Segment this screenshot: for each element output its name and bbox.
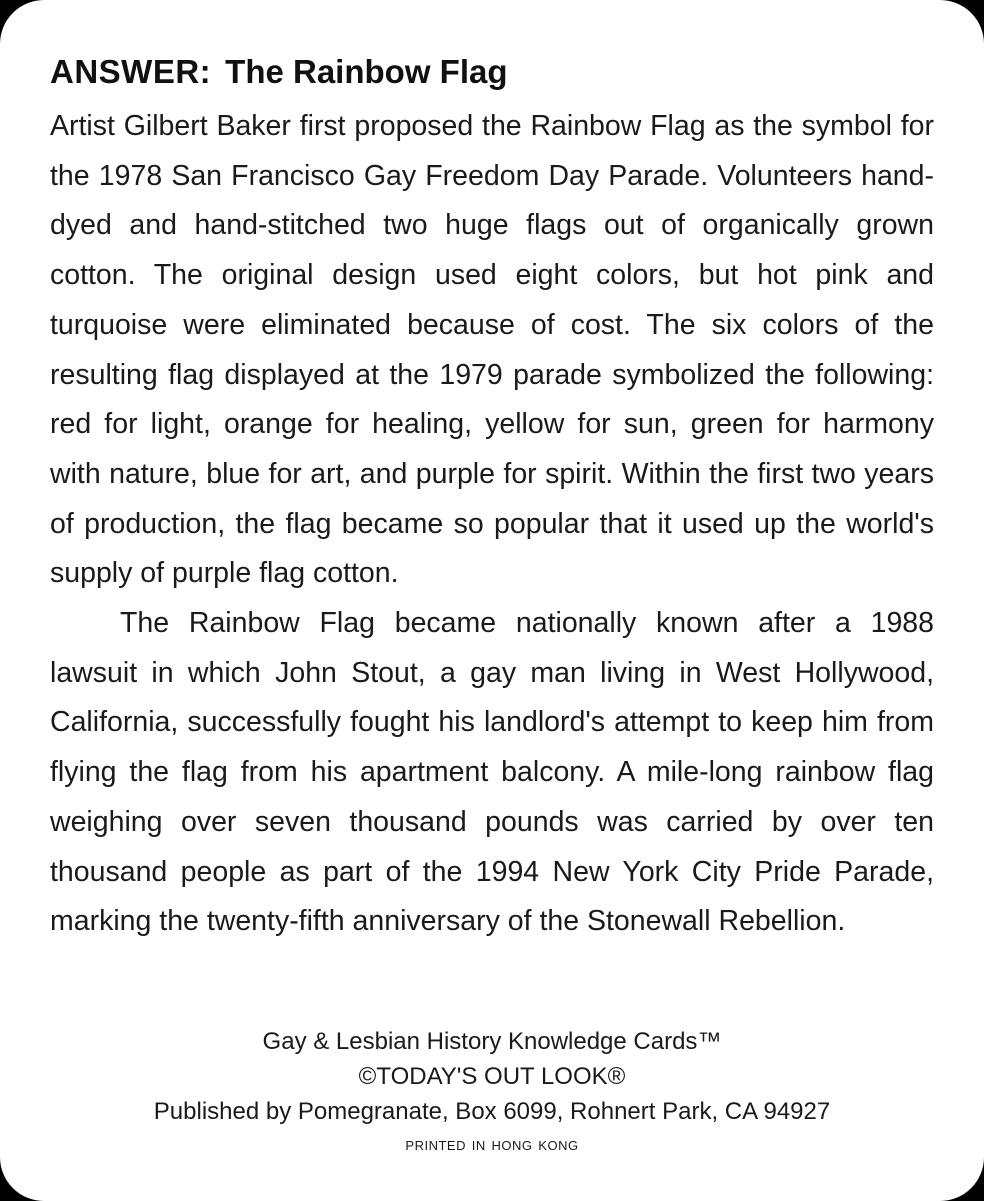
body-paragraph-1: Artist Gilbert Baker first proposed the Rainbow Flag as the symbol for the 1978 San Francisco Gay Freedom Day Parade. Volunteers hand-dyed and hand-stitched two huge flags out of organically grown cotton. The original design used eight colors, but hot pink and turquoise were eliminated because of cost. The six colors of the resulting flag displayed at the 1979 parade symbolized the following: red for light, orange for healing, yellow for sun, green for harmony with nature, blue for art, and purple for spirit. Within the first two years of production, the flag became so popular that it used up the world's supply of purple flag cotton. <box>50 110 934 590</box>
card-footer <box>0 1024 984 1161</box>
copyright-line: ©TODAY'S OUT LOOK® <box>358 1063 626 1090</box>
answer-label: ANSWER: <box>50 53 212 90</box>
publisher-line: Published by Pomegranate, Box 6099, Rohnert Park, CA 94927 <box>153 1098 831 1125</box>
series-name: Gay & Lesbian History Knowledge Cards™ <box>262 1028 722 1055</box>
printed-in-line: printed in hong kong <box>405 1134 579 1155</box>
card-content <box>50 50 934 947</box>
body-paragraph-2: The Rainbow Flag became nationally known after a 1988 lawsuit in which John Stout, a gay man living in West Hollywood, California, successfully fought his landlord's attempt to keep him from flying the flag from his apartment balcony. A mile-long rainbow flag weighing over seven thousand pounds was carried by over ten thousand people as part of the 1994 New York City Pride Parade, marking the twenty-fifth anniversary of the Stonewall Rebellion. <box>50 607 934 938</box>
answer-heading <box>50 50 934 94</box>
answer-title: The Rainbow Flag <box>225 53 508 90</box>
